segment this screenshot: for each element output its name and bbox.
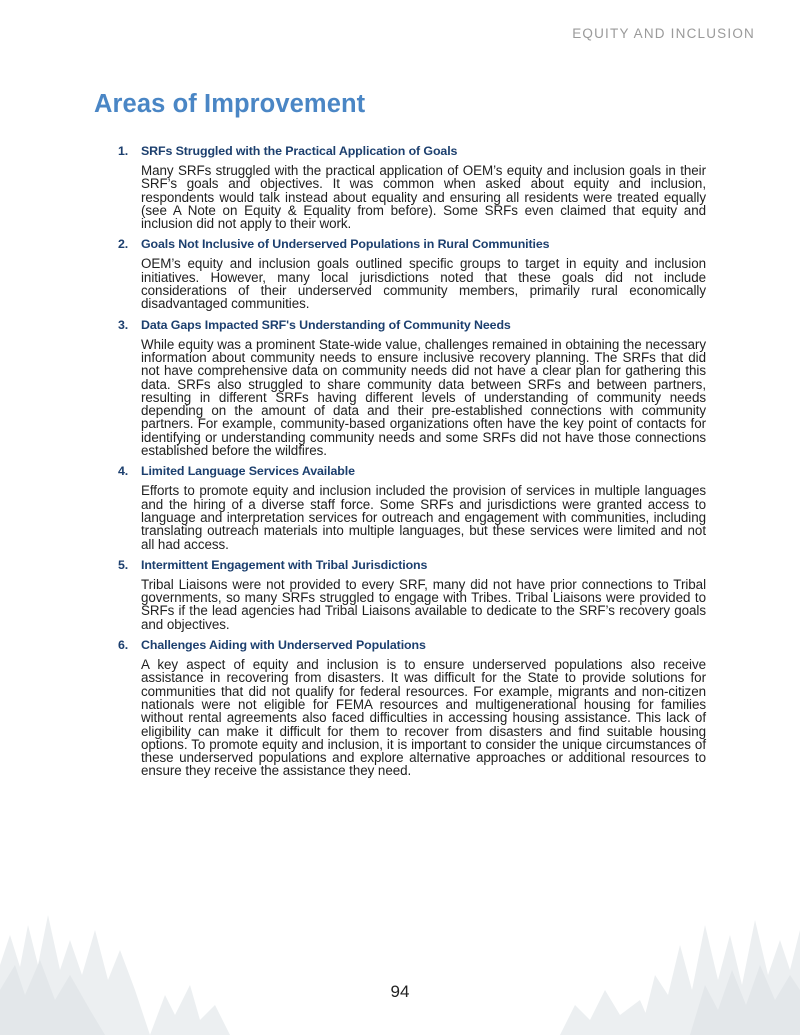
item-heading xyxy=(118,317,706,334)
improvement-list xyxy=(118,143,706,784)
list-item xyxy=(118,317,706,458)
item-heading-text: Goals Not Inclusive of Underserved Populations in Rural Communities xyxy=(141,237,550,252)
item-number: 1. xyxy=(118,144,129,158)
page-number: 94 xyxy=(390,982,410,1001)
item-heading xyxy=(118,637,706,654)
item-heading-text: SRFs Struggled with the Practical Application of Goals xyxy=(141,144,458,158)
item-heading xyxy=(118,557,706,574)
item-number: 5. xyxy=(118,557,129,572)
list-item xyxy=(118,143,706,230)
item-number: 3. xyxy=(118,317,129,332)
item-body: Efforts to promote equity and inclusion included the provision of services in multiple languages and the hiring of a diverse staff force. Some SRFs and jurisdictions were granted access to language and interpretation services for outreach and engagement with communities, including translating outreach materials into multiple languages, but these services were limited and not all had access. xyxy=(141,483,706,552)
item-number: 6. xyxy=(118,638,129,653)
list-item xyxy=(118,236,706,310)
item-body: A key aspect of equity and inclusion is to ensure underserved populations also receive assistance in recovering from disasters. It was difficult for the State to provide solutions for communities that did not qualify for federal resources. For example, migrants and non-citizen nationals were not eligible for FEMA resources and multigenerational housing for families without rental agreements also faced difficulties in accessing housing assistance. This lack of eligibility can make it difficult for them to recover from disasters and find suitable housing options. To promote equity and inclusion, it is important to consider the unique circumstances of these underserved populations and explore alternative approaches or additional resources to ensure they receive the assistance they need. xyxy=(141,657,706,779)
item-body: OEM’s equity and inclusion goals outlined specific groups to target in equity and inclusion initiatives. However, many local jurisdictions noted that these goals did not include considerations of their underserved community members, primarily rural economically disadvantaged communities. xyxy=(141,256,706,312)
item-number: 2. xyxy=(118,237,129,252)
forest-silhouette-icon xyxy=(0,895,800,1035)
item-heading-text: Challenges Aiding with Underserved Populations xyxy=(141,638,426,653)
item-body: While equity was a prominent State-wide value, challenges remained in obtaining the necessary information about community needs to ensure inclusive recovery planning. The SRFs that did not have comprehensive data on community needs did not have a clear plan for gathering this data. SRFs also struggled to share community data between SRFs and between partners, resulting in different SRFs having different levels of understanding of community needs depending on the amount of data and their pre-established connections with community partners. For example, community-based organizations often have the key point of contacts for identifying or understanding community needs and some SRFs did not have those connections established before the wildfires. xyxy=(141,336,706,459)
list-item xyxy=(118,557,706,631)
page-title: Areas of Improvement xyxy=(94,90,366,118)
item-body: Tribal Liaisons were not provided to every SRF, many did not have prior connections to Tribal governments, so many SRFs struggled to engage with Tribes. Tribal Liaisons were provided to SRFs if the lead agencies had Tribal Liaisons available to dedicate to the SRF’s recovery goals and objectives. xyxy=(141,576,706,632)
item-heading-text: Data Gaps Impacted SRF's Understanding of Community Needs xyxy=(141,317,511,332)
item-body: Many SRFs struggled with the practical application of OEM’s equity and inclusion goals in their SRF’s goals and objectives. It was common when asked about equity and inclusion, respondents would talk instead about equality and ensuring all residents were treated equally (see A Note on Equity & Equality from before). Some SRFs even claimed that equity and inclusion did not apply to their work. xyxy=(141,163,706,232)
item-number: 4. xyxy=(118,464,129,479)
item-heading-text: Intermittent Engagement with Tribal Jurisdictions xyxy=(141,557,428,572)
item-heading-text: Limited Language Services Available xyxy=(141,464,355,479)
item-heading xyxy=(118,143,706,160)
running-header: EQUITY AND INCLUSION xyxy=(572,26,755,41)
item-heading xyxy=(118,236,706,253)
list-item xyxy=(118,463,706,550)
item-heading xyxy=(118,463,706,480)
list-item xyxy=(118,637,706,778)
